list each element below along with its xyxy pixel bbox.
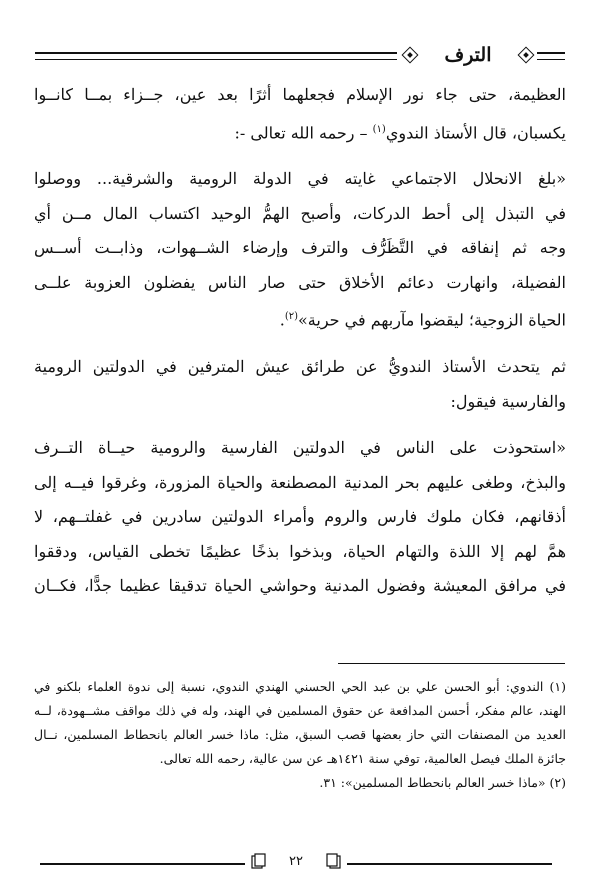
text-line: في التبذل إلى أحط الدركات، وأصبح الهمُّ الوحيد اكتساب المال مــن أي (34, 203, 566, 223)
main-text (34, 78, 566, 604)
text-line: الفضيلة، وانهارت دعائم الأخلاق حتى صار الناس يفضلون العزوبة علــى (34, 272, 566, 292)
footnote-ref-1: (١) (372, 123, 386, 135)
text-line: «بلغ الانحلال الاجتماعي غايته في الدولة الرومية والشرقية... ووصلوا (34, 169, 566, 189)
diamond-ornament-icon (518, 47, 535, 64)
text-line (34, 113, 566, 151)
running-header (35, 40, 565, 70)
footnote-line: العديد من المصنفات التي حاز بعضها قصب السبق، مثل: ماذا خسر العالم بانحطاط المسلمين، نــال (34, 727, 566, 742)
header-rule-left (35, 52, 397, 60)
text-line: ثم يتحدث الأستاذ الندويُّ عن طرائق عيش المترفين في الدولتين الرومية (34, 357, 566, 377)
text-line: وجه ثم إنفاقه في التَّظَرُّف والترف وإرضاء الشــهوات، وذابــت أســس (34, 238, 566, 258)
footnotes (34, 675, 566, 795)
footnote-ref-2: (٢) (284, 311, 299, 323)
diamond-ornament-icon (402, 47, 419, 64)
footer-rule-right (347, 863, 552, 865)
paragraph-quote-1 (34, 162, 566, 338)
footnote-line: (٢) «ماذا خسر العالم بانحطاط المسلمين»: ٣١. (319, 775, 566, 790)
text-line: والفارسية فيقول: (450, 391, 566, 411)
page-number: ٢٢ (289, 854, 303, 869)
text-line: «استحوذت على الناس في الدولتين الفارسية والرومية حيــاة التــرف (34, 438, 566, 458)
paragraph-2 (34, 350, 566, 419)
page-number-ornament (245, 850, 347, 874)
footer-rule-left (40, 863, 245, 865)
footnote-separator (338, 663, 565, 664)
book-icon (325, 853, 341, 869)
running-title: الترف (444, 44, 492, 66)
text-line (34, 300, 566, 338)
footnote-1 (34, 675, 566, 771)
text-run: . (279, 310, 285, 330)
paragraph-1 (34, 78, 566, 150)
footnote-line: الهند، عالم مفكر، أحسن المدافعة عن حقوق المسلمين في الهند، وله في ذلك مواقف مشــهودة، لــه (34, 703, 566, 718)
text-line: والبذخ، وطغى عليهم بحر المدنية المصطنعة والحياة المزورة، وغرقوا فيــه إلى (34, 472, 566, 492)
text-run: يكسبان، قال الأستاذ الندوي (385, 122, 566, 142)
footnote-line: (١) الندوي: أبو الحسن علي بن عبد الحي الحسني الهندي الندوي، نسبة إلى ندوة العلماء بلكنو في (34, 679, 566, 694)
header-rule-right (537, 52, 565, 60)
footnote-2 (34, 771, 566, 795)
footnote-line: جائزة الملك فيصل العالمية، توفي سنة ١٤٢١هـ عن سن عالية، رحمه الله تعالى. (159, 751, 566, 766)
text-run: – رحمه الله تعالى -: (234, 122, 373, 142)
header-title-ornament (401, 40, 535, 70)
text-line: أذقانهم، فكان ملوك فارس والروم وأمراء الدولتين سادرين في غفلتــهم، لا (34, 507, 566, 527)
page-footer (40, 850, 552, 874)
paragraph-quote-2 (34, 431, 566, 604)
text-line: العظيمة، حتى جاء نور الإسلام فجعلهما أثرًا بعد عين، جــزاء بمــا كانــوا (34, 85, 566, 104)
text-line: في مرافق المعيشة وفضول المدنية وحواشي الحياة تدقيقا عظيما جدًّا، فكــان (34, 576, 566, 596)
text-line: همَّ لهم إلا اللذة والتهام الحياة، وبذخوا بذخًا عظيمًا تخطى القياس، ودققوا (34, 541, 566, 561)
text-run: الحياة الزوجية؛ ليقضوا مآربهم في حرية» (298, 310, 566, 330)
